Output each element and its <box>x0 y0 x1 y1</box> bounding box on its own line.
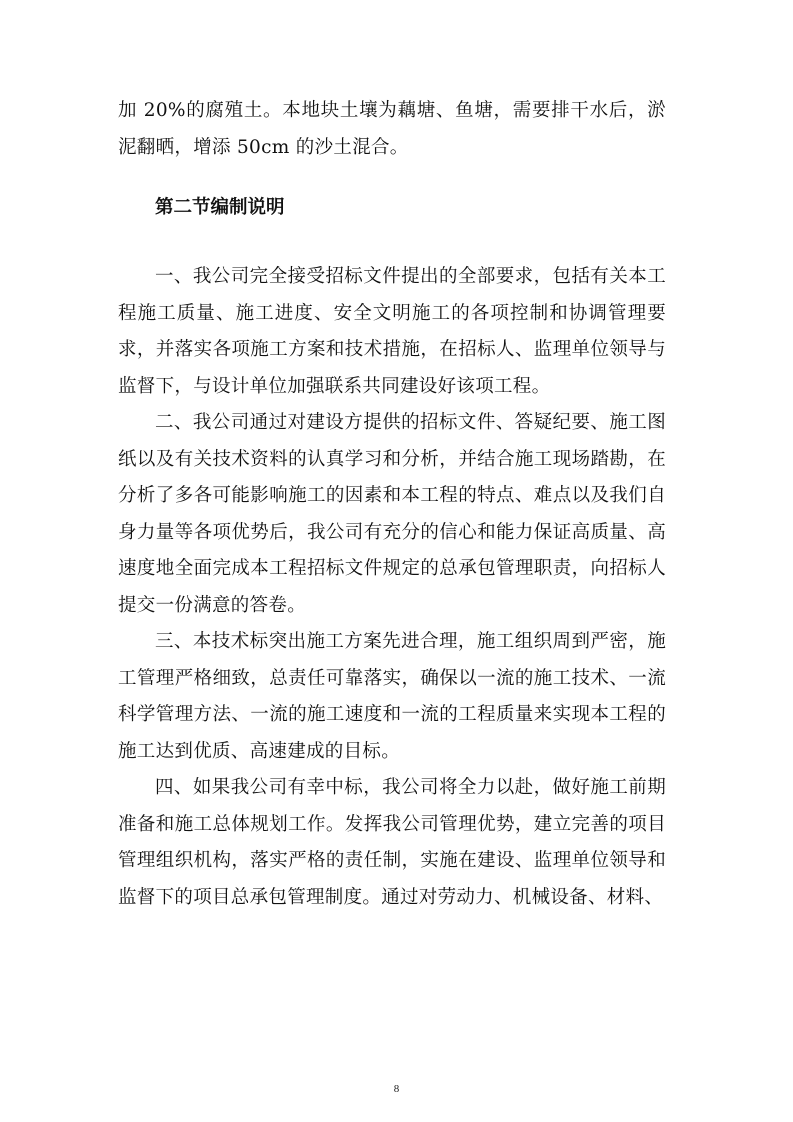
section-title: 第二节编制说明 <box>155 197 285 218</box>
page-content <box>118 93 666 916</box>
paragraph-2: 二、我公司通过对建设方提供的招标文件、答疑纪要、施工图纸以及有关技术资料的认真学习和分析，并结合施工现场踏勘，在分析了多各可能影响施工的因素和本工程的特点、难点以及我们自身力量等各项优势后，我公司有充分的信心和能力保证高质量、高速度地全面完成本工程招标文件规定的总承包管理职责，向招标人提交一份满意的答卷。 <box>118 412 666 616</box>
page-number: 8 <box>393 1083 400 1095</box>
paragraph-1: 一、我公司完全接受招标文件提出的全部要求，包括有关本工程施工质量、施工进度、安全文明施工的各项控制和协调管理要求，并落实各项施工方案和技术措施，在招标人、监理单位领导与监督下，与设计单位加强联系共同建设好该项工程。 <box>118 266 666 397</box>
intro-paragraph: 加 20%的腐殖土。本地块土壤为藕塘、鱼塘，需要排干水后，淤泥翻晒，增添 50cm 的沙土混合。 <box>118 100 666 158</box>
paragraph-4: 四、如果我公司有幸中标，我公司将全力以赴，做好施工前期准备和施工总体规划工作。发挥我公司管理优势，建立完善的项目管理组织机构，落实严格的责任制，实施在建设、监理单位领导和监督下的项目总承包管理制度。通过对劳动力、机械设备、材料、 <box>118 777 666 908</box>
paragraph-3: 三、本技术标突出施工方案先进合理，施工组织周到严密，施工管理严格细致，总责任可靠落实，确保以一流的施工技术、一流科学管理方法、一流的施工速度和一流的工程质量来实现本工程的施工达到优质、高速建成的目标。 <box>118 631 666 762</box>
